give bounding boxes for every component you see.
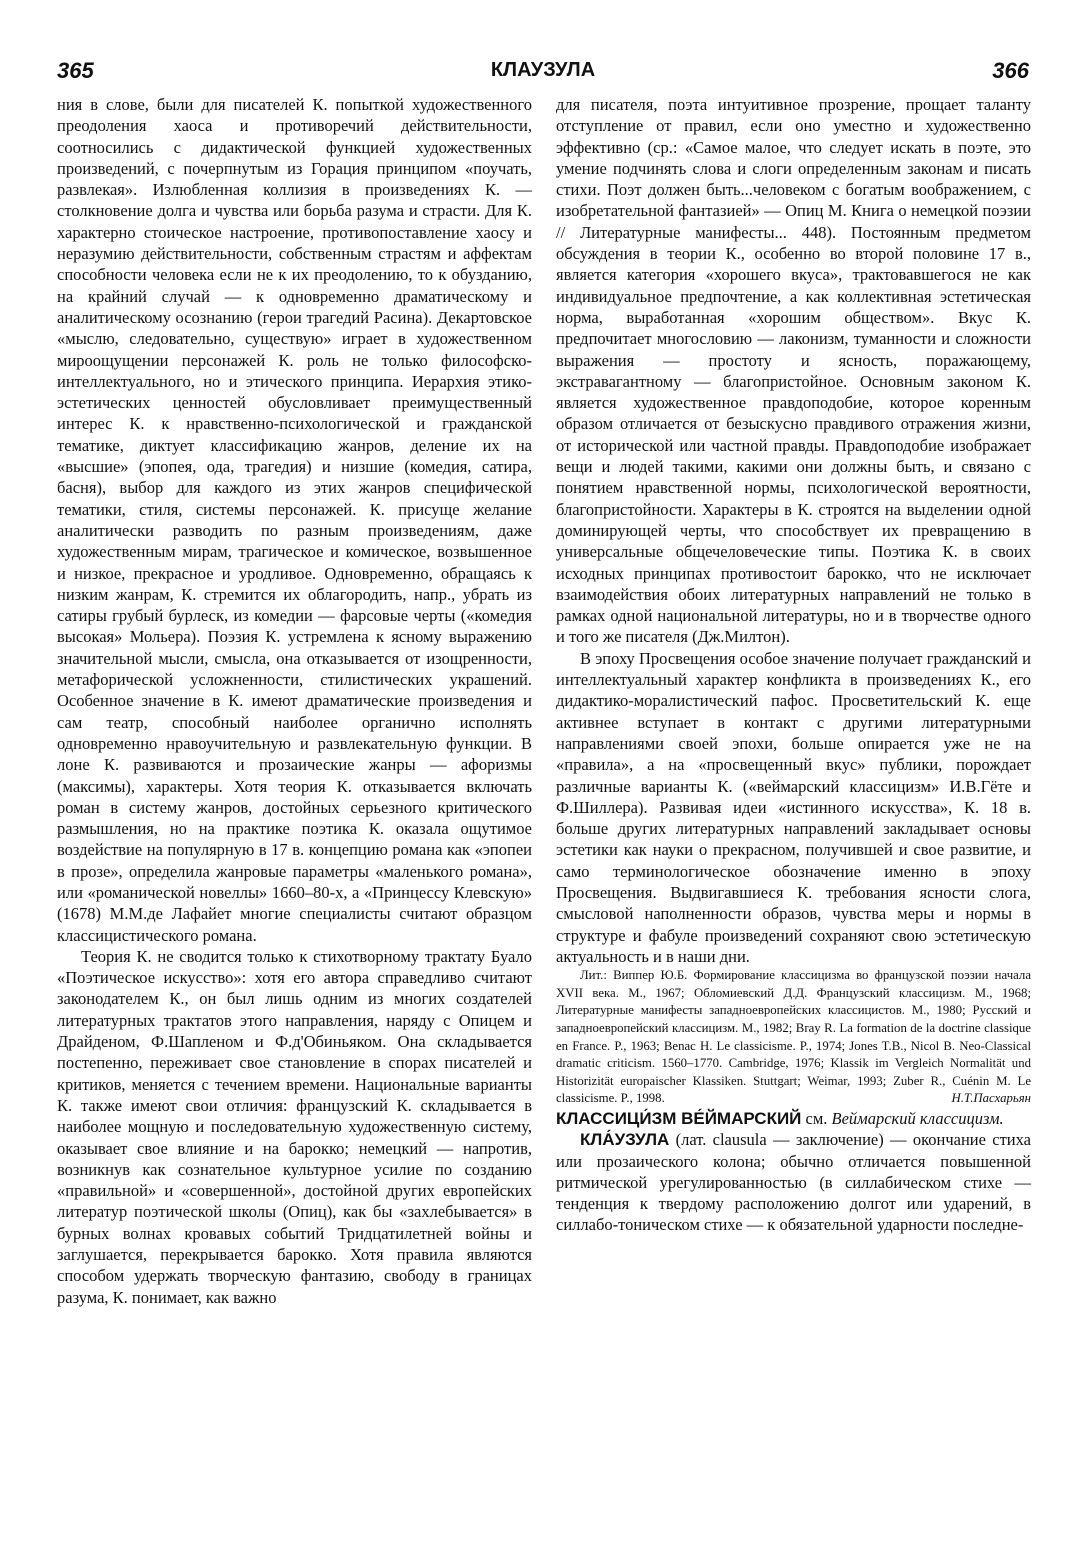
paragraph: Теория К. не сводится только к стихотворному трактату Буало «Поэтическое искусство»: хотя его автора справедливо считают законодателем К., он был лишь одним из многих создателей литературных трактатов этого направления, наряду с Опицем и Драйденом, Ф.Шапленом и Ф.д'Обиньяком. Она складывается постепенно, переживает свое становление в спорах писателей и критиков, меняется с течением времени. Национальные варианты К. также имеют свои отличия: французский К. складывается в наиболее мощную и последовательную художественную систему, оказывает свое влияние и на барокко; немецкий — напротив, возникнув как сознательное культурное усилие по созданию «правильной» и «совершенной», достойной других европейских литератур поэтической школы (Опиц), как бы «захлебывается» в бурных волнах кровавых событий Тридцатилетней войны и заглушается, перекрывается барокко. Хотя правила являются способом удержать творческую фантазию, свободу в границах разума, К. понимает, как важно [57,946,532,1307]
see-label: см. [805,1108,828,1128]
entry-headword: КЛА́УЗУЛА [580,1130,670,1150]
right-column [556,94,1031,1236]
page-number-left: 365 [57,58,94,83]
running-title: КЛАУЗУЛА [490,59,596,81]
cross-reference-link[interactable]: Веймарский классицизм. [831,1108,1004,1128]
dictionary-entry [556,1129,1031,1235]
bibliography [556,967,1031,1108]
article-author: Н.Т.Пасхарьян [951,1091,1031,1106]
dictionary-entry-cross-reference [556,1108,1031,1129]
paragraph: ния в слове, были для писателей К. попыткой художественного преодоления хаоса и противоречий действительности, соотносились с дидактической функцией художественных произведений, с почерпнутым из Горация принципом «поучать, развлекая». Излюбленная коллизия в произведениях К. — столкновение долга и чувства или борьба разума и страсти. Для К. характерно стоическое настроение, противопоставление хаосу и неразумию действительности, собственным страстям и аффектам способности человека если не к их преодолению, то к обузданию, на крайний случай — к одновременно драматическому и аналитическому осознанию (герои трагедий Расина). Декартовское «мыслю, следовательно, существую» играет в художественном мироощущении персонажей К. роль не только философско-интеллектуального, но и этического принципа. Иерархия этико-эстетических ценностей обусловливает преимущественный интерес К. к нравственно-психологической и гражданской тематике, диктует классификацию жанров, деление их на «высшие» (эпопея, ода, трагедия) и низшие (комедия, сатира, басня), выбор для каждого из этих жанров специфической тематики, стиля, системы персонажей. К. присуще желание аналитически разводить по разным произведениям, даже художественным мирам, трагическое и комическое, возвышенное и низкое, прекрасное и уродливое. Одновременно, обращаясь к низким жанрам, К. стремится их облагородить, напр., убрать из сатиры грубый бурлеск, из комедии — фарсовые черты («комедия высокая» Мольера). Поэзия К. устремлена к ясному выражению значительной мысли, смысла, она отказывается от изощренности, метафорической усложненности, стилистических украшений. Особенное значение в К. имеют драматические произведения и сам театр, способный наиболее органично исполнять одновременно нравоучительную и развлекательную функции. В лоне К. развиваются и прозаические жанры — афоризмы (максимы), характеры. Хотя теория К. отказывается включать роман в систему жанров, достойных серьезного критического размышления, но на практике поэтика К. оказала ощутимое воздействие на популярную в 17 в. концепцию романа как «эпопеи в прозе», определила жанровые параметры «маленького романа», или «романической новеллы» 1660–80-х, а «Принцессу Клевскую» (1678) М.М.де Лафайет многие специалисты считают образцом классицистического романа. [57,95,532,945]
paragraph: для писателя, поэта интуитивное прозрение, прощает таланту отступление от правил, если оно уместно и художественно эффективно (ср.: «Самое малое, что следует искать в поэте, это умение подчинять слова и слоги определенным законам и писать стихи. Поэт должен быть...человеком с богатым воображением, с изобретательной фантазией» — Опиц М. Книга о немецкой поэзии // Литературные манифесты... 448). Постоянным предметом обсуждения в теории К., особенно во второй половине 17 в., является категория «хорошего вкуса», трактовавшегося не как индивидуальное предпочтение, а как коллективная эстетическая норма, выработанная «хорошим обществом». Вкус К. предпочитает многословию — лаконизм, туманности и сложности выражения — простоту и ясность, поражающему, экстравагантному — благопристойное. Основным законом К. является художественное правдоподобие, которое коренным образом отличается от безыскусно правдивого отражения жизни, от исторической или частной правды. Правдоподобие изображает вещи и людей такими, какими они должны быть, и связано с понятием нравственной нормы, психологической вероятности, благопристойности. Характеры в К. строятся на выделении одной доминирующей черты, что способствует их превращению в универсальные общечеловеческие типы. Поэтика К. в своих исходных принципах противостоит барокко, что не исключает взаимодействия обоих литературных направлений не только в рамках одной национальной литературы, но и в творчестве одного и того же писателя (Дж.Милтон). [556,95,1031,647]
paragraph: В эпоху Просвещения особое значение получает гражданский и интеллектуальный характер конфликта в произведениях К., его дидактико-моралистический пафос. Просветительский К. еще активнее вступает в контакт с другими литературными направлениями своей эпохи, больше опирается уже не на «правила», а на «просвещенный вкус» публики, порождает различные варианты К. («веймарский классицизм» И.В.Гёте и Ф.Шиллера). Развивая идеи «истинного искусства», К. 18 в. больше других литературных направлений закладывает основы эстетики как науки о прекрасном, получившей и свое развитие, и само терминологическое обозначение именно в эпоху Просвещения. Выдвигавшиеся К. требования ясности слога, смысловой наполненности образов, чувства меры и нормы в структуре и фабуле произведений сохраняют свою эстетическую актуальность и в наши дни. [556,648,1031,966]
entry-definition: (лат. clausula — заключение) — окончание стиха или прозаического колона; обычно отличается повышенной ритмической урегулированностью (в силлабическом стихе — тенденция к твердому расположению долгот или ударений, в силлабо-тоническом стихе — к обязательной ударности последне- [556,1130,1031,1235]
bibliography-text: Лит.: Виппер Ю.Б. Формирование классицизма во французской поэзии начала XVII века. М., 1967; Обломиевский Д.Д. Французский классицизм. М., 1968; Литературные манифесты западноевропейских классицистов. М., 1980; Русский и западноевропейский классицизм. М., 1982; Bray R. La formation de la doctrine classique en France. P., 1963; Benac H. Le classicisme. P., 1974; Jones T.B., Nicol B. Neo-Classical dramatic criticism. 1560–1770. Cambridge, 1976; Klassik im Vergleich Normalität und Historizität europaischer Klassiken. Stuttgart; Weimar, 1993; Zuber R., Cuénin M. Le classicisme. P., 1998. [556,968,1031,1106]
left-column [57,94,532,1308]
running-header [57,58,1029,88]
entry-headword: КЛАССИЦИ́ЗМ ВЕ́ЙМАРСКИЙ [556,1108,802,1128]
page-number-right: 366 [992,58,1029,83]
